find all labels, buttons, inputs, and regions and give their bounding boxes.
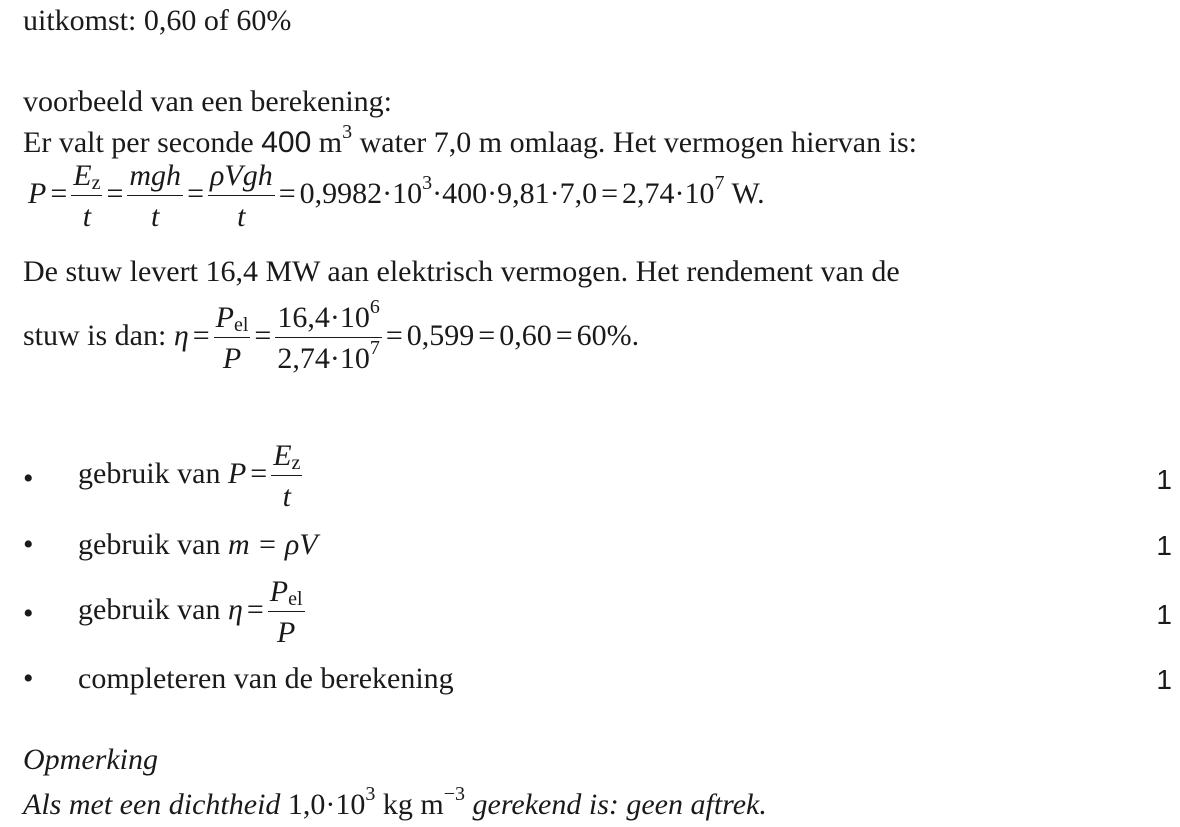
criterion-den: t [282,479,291,513]
ez-subscript: z [91,172,101,194]
remark-post: gerekend is: geen aftrek. [472,788,767,821]
efficiency-result-2: 0,60 [499,318,552,352]
criterion-4-text: completeren van de berekening [78,662,454,695]
pel-denominator: P [222,341,242,375]
ez-numerator: E [73,159,92,192]
line1-number: 400 [261,126,312,159]
criterion-fraction [268,576,305,648]
rhovgh-numerator: ρVgh [208,160,275,196]
criterion-formula-lhs: η [227,592,243,626]
line1-unit: m [318,126,343,159]
criterion-num-sub: z [291,452,301,474]
value-denominator-exponent: 7 [369,336,380,359]
fraction-mgh-over-t [127,160,183,232]
fraction-pel-over-p [214,302,251,374]
mgh-numerator: mgh [127,160,183,196]
remark-text [23,783,767,821]
power-formula: P = $\frac{E_z}{t}$ = $\frac{\text{mgh}}{t}$ = $\frac{\text{ρVgh}}{t}$ = $0,9982\cdot 10^3\cdot 400\cdot 9,81\cdot 7,0 = 2,74\cdot 10^7$ W. [28,159,765,233]
rhs-part-3: 2,74·10 [622,176,715,210]
pel-numerator: P [215,301,234,334]
criterion-score: 1 [1156,664,1172,695]
bullet: • [23,597,34,630]
criterion-num: P [269,575,289,608]
criterion-formula: m = ρV [227,528,318,561]
criterion-score: 1 [1156,530,1172,561]
criterion-num-sub: el [288,588,303,610]
criterion-label: gebruik van [78,456,221,490]
line1-post-text: water 7,0 m omlaag. Het vermogen hiervan is: [359,126,917,159]
remark-value: 1,0·10 [287,788,366,821]
ez-denominator: t [82,199,92,233]
example-heading: voorbeeld van een berekening: [23,85,393,118]
value-numerator-exponent: 6 [369,296,380,318]
mgh-denominator: t [151,199,160,233]
criterion-2-text [78,530,318,560]
criterion-fraction [271,440,302,512]
rhs-part-1: 0,9982·10 [299,176,423,210]
efficiency-result-1: 0,599 [406,318,475,352]
outcome-line: uitkomst: 0,60 of 60% [23,4,292,37]
criterion-3-text: gebruik van η = $\frac{P_{el}}{P}$ [78,575,303,649]
remark-value-exponent: 3 [365,783,376,805]
rhs-exponent-2: 7 [714,171,725,194]
efficiency-pre-text: stuw is dan: [23,318,167,352]
pel-subscript: el [233,314,249,336]
rhs-unit: W. [731,176,765,210]
bullet: • [23,462,34,495]
criterion-1-text: gebruik van P = $\frac{E_z}{t}$ [78,439,301,513]
criterion-score: 1 [1156,464,1172,495]
rhovgh-denominator: t [237,199,246,233]
remark-unit: kg m [382,788,444,821]
rhs-part-2: ·400·9,81·7,0 [432,176,598,210]
criterion-den: P [277,615,296,649]
value-denominator: 2,74·10 [277,341,370,375]
efficiency-line: stuw is dan: η = $\frac{P_{el}}{P}$ = $\frac{16,4\cdot 10^6}{2,74\cdot 10^7}$ = 0,599 = 0,60 = 60%. [23,296,640,375]
criterion-label: gebruik van [78,592,221,626]
value-numerator: 16,4·10 [277,301,370,334]
remark-title: Opmerking [23,743,158,776]
fraction-values [275,296,382,375]
line1-pre-text: Er valt per seconde [23,126,254,159]
remark-unit-exponent: −3 [443,783,466,805]
fraction-rhovgh-over-t [208,160,275,232]
criterion-label: gebruik van [78,528,221,561]
criterion-formula-lhs: P [227,456,247,490]
remark-pre: Als met een dichtheid [23,788,281,821]
line1-unit-exponent: 3 [342,121,353,143]
criterion-score: 1 [1156,599,1172,630]
bullet: • [23,662,34,695]
example-line-1 [23,121,917,159]
example-line-3: De stuw levert 16,4 MW aan elektrisch vermogen. Het rendement van de [23,255,900,288]
efficiency-lhs: η [173,318,189,352]
fraction-ez-over-t [71,160,102,232]
bullet: • [23,528,34,561]
efficiency-result-3: 60%. [576,318,640,352]
power-lhs: P [28,176,47,210]
criterion-num: E [273,439,292,472]
rhs-exponent-1: 3 [422,171,433,194]
